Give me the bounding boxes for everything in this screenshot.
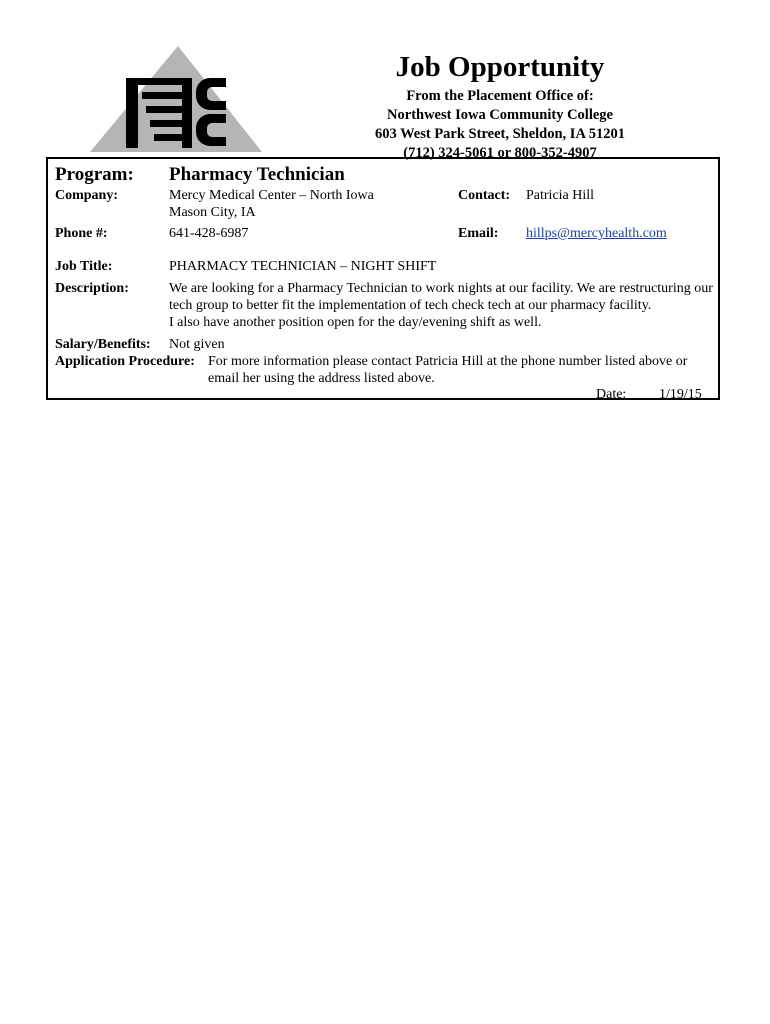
- logo-n-left-bar: [126, 78, 138, 148]
- date-value: 1/19/15: [659, 387, 702, 402]
- phone-label: Phone #:: [55, 226, 108, 241]
- nicc-logo: [86, 44, 266, 158]
- logo-i-bar: [182, 78, 192, 148]
- college-address: 603 West Park Street, Sheldon, IA 51201: [374, 126, 625, 142]
- header: [330, 50, 670, 163]
- logo-stripe-5: [154, 134, 186, 141]
- program-label: Program:: [55, 164, 134, 185]
- college-phone: (712) 324-5061 or 800-352-4907: [403, 145, 597, 161]
- company-label: Company:: [55, 188, 119, 203]
- page-title: Job Opportunity: [395, 51, 605, 83]
- program-value: Pharmacy Technician: [169, 164, 345, 185]
- phone-value: 641-428-6987: [169, 226, 249, 241]
- description-line: I also have another position open for the day/evening shift as well.: [169, 315, 542, 330]
- job-details-box: [46, 157, 720, 400]
- date-label: Date:: [596, 387, 627, 402]
- logo-stripe-3: [146, 106, 186, 113]
- application-line: For more information please contact Patricia Hill at the phone number listed above or: [208, 354, 688, 369]
- email-link[interactable]: hillps@mercyhealth.com: [526, 226, 667, 241]
- description-label: Description:: [55, 281, 129, 296]
- contact-label: Contact:: [458, 188, 511, 203]
- application-line: email her using the address listed above.: [208, 371, 435, 386]
- company-location: Mason City, IA: [169, 205, 256, 220]
- description-line: We are looking for a Pharmacy Technician to work nights at our facility. We are restructuring our: [169, 281, 713, 296]
- description-line: tech group to better fit the implementation of tech check tech at our pharmacy facility.: [169, 298, 652, 313]
- salary-value: Not given: [169, 337, 225, 352]
- company-name: Mercy Medical Center – North Iowa: [169, 188, 374, 203]
- logo-stripe-2: [142, 92, 186, 99]
- email-label: Email:: [458, 226, 499, 241]
- salary-label: Salary/Benefits:: [55, 337, 151, 352]
- logo-stripe-4: [150, 120, 186, 127]
- application-label: Application Procedure:: [55, 354, 195, 369]
- placement-office-line: From the Placement Office of:: [406, 88, 594, 104]
- job-title-value: PHARMACY TECHNICIAN – NIGHT SHIFT: [169, 259, 437, 274]
- contact-value: Patricia Hill: [526, 188, 595, 203]
- college-name: Northwest Iowa Community College: [387, 107, 613, 123]
- job-title-label: Job Title:: [55, 259, 113, 274]
- logo-stripe-1: [138, 78, 186, 85]
